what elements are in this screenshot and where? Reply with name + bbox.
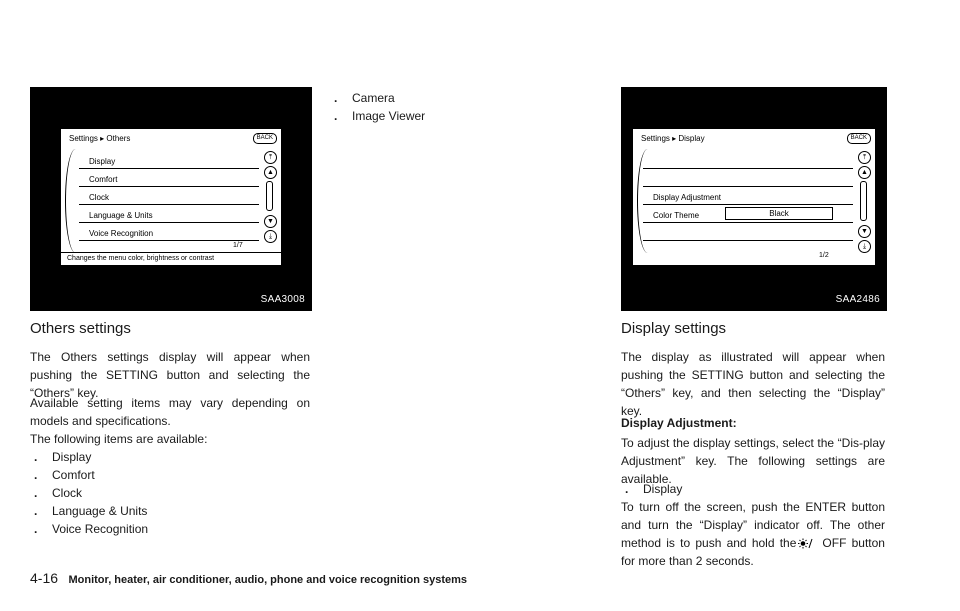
paragraph: The following items are available:: [30, 432, 208, 446]
section-title: Monitor, heater, air conditioner, audio, phone and voice recognition systems: [68, 574, 468, 586]
paragraph-text: OFF button for more than 2 seconds.: [621, 536, 885, 568]
section-heading-others: Others settings: [30, 320, 131, 337]
paragraph: To adjust the display settings, select the “Dis-play Adjustment” key. The following settings are available.: [621, 436, 885, 486]
page-footer: [30, 570, 467, 588]
section-heading-display: Display settings: [621, 320, 727, 337]
display-screen: [632, 128, 876, 266]
figure-display-settings: [621, 87, 887, 311]
figure-label: SAA3008: [260, 294, 305, 305]
menu-row-voice-recognition[interactable]: [79, 223, 259, 241]
menu-label: Color Theme: [653, 211, 700, 220]
menu-row-blank: [643, 169, 853, 187]
scroll-down-icon[interactable]: ▼: [264, 215, 277, 228]
paragraph: Available setting items may vary depending on models and specifications.: [30, 396, 310, 428]
figure-others-settings: [30, 87, 312, 311]
others-screen: [60, 128, 282, 266]
breadcrumb: Settings ▸ Display: [641, 134, 705, 143]
paragraph: The display as illustrated will appear when pushing the SETTING button and selecting the “Others” key, and then selecting the “Display” key.: [621, 350, 885, 418]
scroll-top-icon[interactable]: ⤒: [858, 151, 871, 164]
menu-label: Clock: [89, 193, 110, 202]
menu-label: Language & Units: [89, 211, 153, 220]
menu-row-language-units[interactable]: [79, 205, 259, 223]
day-night-icon: [798, 538, 820, 549]
back-button[interactable]: BACK: [847, 133, 871, 144]
menu-label: Display Adjustment: [653, 193, 722, 202]
menu-label: Voice Recognition: [89, 229, 154, 238]
color-theme-value: Black: [725, 207, 833, 220]
scroll-top-icon[interactable]: ⤒: [264, 151, 277, 164]
scroll-down-icon[interactable]: ▼: [858, 225, 871, 238]
scroll-up-icon[interactable]: ▲: [264, 166, 277, 179]
back-button[interactable]: BACK: [253, 133, 277, 144]
menu-row-clock[interactable]: [79, 187, 259, 205]
page-indicator: 1/7: [233, 242, 243, 249]
page-indicator: 1/2: [819, 252, 829, 259]
menu-row-blank: [643, 151, 853, 169]
menu-row-blank: [643, 223, 853, 241]
menu-label: Display: [89, 157, 116, 166]
scroll-up-icon[interactable]: ▲: [858, 166, 871, 179]
scroll-bottom-icon[interactable]: ⤓: [264, 230, 277, 243]
status-text: Changes the menu color, brightness or contrast: [67, 255, 215, 262]
figure-label: SAA2486: [835, 294, 880, 305]
scroll-bottom-icon[interactable]: ⤓: [858, 240, 871, 253]
breadcrumb: Settings ▸ Others: [69, 134, 131, 143]
menu-row-display[interactable]: [79, 151, 259, 169]
page-number: 4-16: [30, 570, 59, 586]
scrollbar[interactable]: [860, 181, 867, 221]
menu-row-display-adjustment[interactable]: [643, 187, 853, 205]
menu-row-comfort[interactable]: [79, 169, 259, 187]
menu-row-color-theme[interactable]: [643, 205, 853, 223]
paragraph: [621, 498, 885, 570]
status-bar: [61, 252, 281, 265]
menu-label: Comfort: [89, 175, 118, 184]
paragraph-text: To turn off the screen, push the ENTER button and turn the “Display” indicator off. The other method is to push and hold the: [621, 500, 885, 550]
paragraph: The Others settings display will appear when pushing the SETTING button and selecting the “Others” key.: [30, 350, 310, 400]
scrollbar[interactable]: [266, 181, 273, 211]
subheading: Display Adjustment:: [621, 416, 737, 430]
